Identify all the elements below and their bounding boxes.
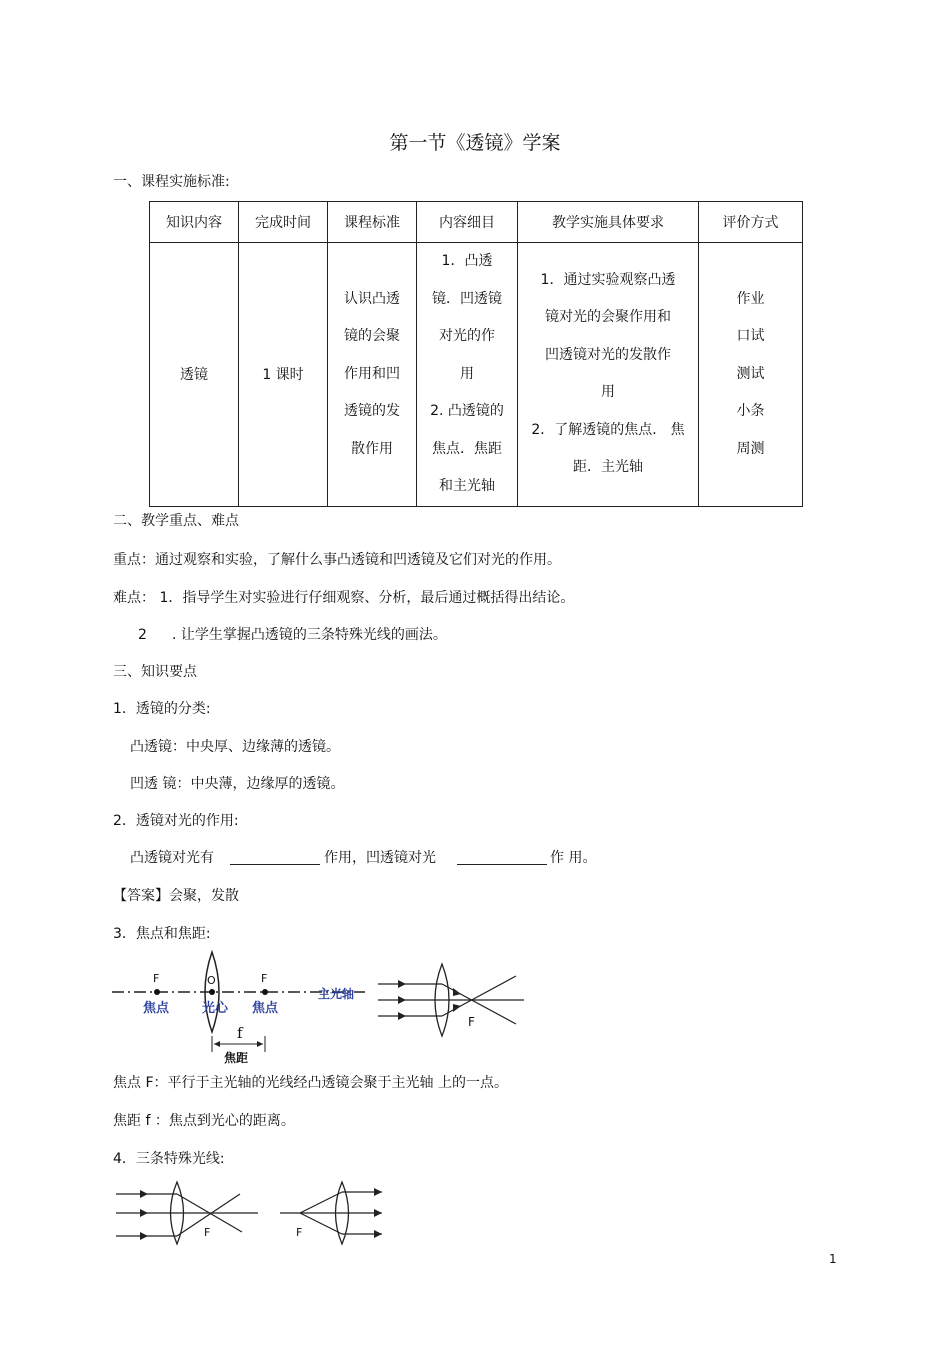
table-header-cell: 评价方式 xyxy=(699,202,803,243)
cell-line: 镜的会聚 xyxy=(344,328,400,344)
ray-arrowheads xyxy=(398,980,406,1020)
item-1-title: 1．透镜的分类: xyxy=(113,701,211,717)
fill-blank-text-a: 凸透镜对光有 xyxy=(130,850,214,866)
ray-arrowheads xyxy=(140,1190,148,1240)
cell-line: 镜．凹透镜 xyxy=(432,290,502,307)
diagram-2-F-label: F xyxy=(468,1015,475,1029)
cell-line: 散作用 xyxy=(351,440,393,457)
ray-arrowheads xyxy=(374,1188,382,1238)
cell-line: 凹透镜对光的发散作 xyxy=(545,346,671,363)
focus-definition: 焦点 F：平行于主光轴的光线经凸透镜会聚于主光轴 上的一点。 xyxy=(113,1075,508,1091)
focus-point-left xyxy=(154,989,160,995)
special-ray-diagram-2 xyxy=(278,1180,388,1246)
cell-line: 1．凸透 xyxy=(441,253,493,269)
cell-knowledge: 透镜 xyxy=(150,243,239,507)
page-number: 1 xyxy=(829,1252,837,1266)
focus-focal-length-diagram xyxy=(110,950,370,1068)
item-3-title: 3．焦点和焦距: xyxy=(113,926,211,942)
cell-line: 透镜的发 xyxy=(344,403,400,419)
cell-line: 对光的作 xyxy=(439,328,495,344)
diagram-4-F-label: F xyxy=(296,1226,303,1239)
cell-line: 用 xyxy=(601,384,615,401)
difficulty-number-2: 2 xyxy=(138,627,147,643)
page-title: 第一节《透镜》学案 xyxy=(389,132,561,154)
cell-line: 口试 xyxy=(736,328,765,344)
difficulty-text-1: 难点： 1．指导学生对实验进行仔细观察、分析，最后通过概括得出结论。 xyxy=(113,590,575,606)
optical-center-point xyxy=(209,989,215,995)
concave-definition: 凹透 镜：中央薄，边缘厚的透镜。 xyxy=(130,776,345,792)
f-symbol: f xyxy=(237,1024,243,1042)
cell-line: 镜对光的会聚作用和 xyxy=(545,309,671,326)
section-heading-1: 一、课程实施标准: xyxy=(113,174,230,190)
focal-length-label: 焦距 xyxy=(224,1051,249,1065)
cell-time: 1 课时 xyxy=(239,243,328,507)
curriculum-table xyxy=(149,201,803,507)
cell-line: 小条 xyxy=(736,403,765,419)
cell-evaluation xyxy=(699,243,803,507)
converging-rays-diagram xyxy=(376,960,528,1040)
answer-text: 【答案】会聚，发散 xyxy=(113,888,239,904)
cell-line: 距．主光轴 xyxy=(573,459,643,476)
focal-length-definition: 焦距 f ：焦点到光心的距离。 xyxy=(113,1113,295,1129)
focus-left-F-label: F xyxy=(153,972,160,985)
cell-line: 测试 xyxy=(736,365,765,382)
table-header-cell: 完成时间 xyxy=(239,202,328,243)
item-4-title: 4．三条特殊光线: xyxy=(113,1151,225,1167)
fill-blank-text-b: 作用，凹透镜对光 xyxy=(324,850,436,866)
table-header-cell: 课程标准 xyxy=(328,202,417,243)
table-header-cell: 内容细目 xyxy=(417,202,518,243)
special-ray-diagram-1 xyxy=(112,1180,262,1246)
optical-center-O-label: O xyxy=(207,974,216,987)
table-header-cell: 教学实施具体要求 xyxy=(518,202,699,243)
cell-line: 作用和凹 xyxy=(344,365,400,382)
section-heading-2: 二、教学重点、难点 xyxy=(113,513,239,529)
focus-point-right xyxy=(262,989,268,995)
main-axis-label: 主光轴 xyxy=(318,987,355,1001)
optical-center-label: 光心 xyxy=(202,1001,229,1016)
focus-left-label: 焦点 xyxy=(143,1001,170,1016)
cell-line: 1．通过实验观察凸透 xyxy=(540,271,676,288)
cell-line: 2. 凸透镜的 xyxy=(430,403,504,419)
table-header-row xyxy=(150,202,803,243)
blank-line-2 xyxy=(457,864,547,865)
table-header-cell: 知识内容 xyxy=(150,202,239,243)
cell-line: 周测 xyxy=(736,440,765,457)
focus-right-F-label: F xyxy=(261,972,268,985)
blank-line-1 xyxy=(230,864,320,865)
cell-details xyxy=(417,243,518,507)
cell-line: 焦点．焦距 xyxy=(432,440,502,457)
cell-line: 用 xyxy=(460,365,474,382)
cell-line: 作业 xyxy=(736,290,765,307)
cell-line: 认识凸透 xyxy=(344,290,400,307)
table-row xyxy=(150,243,803,507)
focus-right-label: 焦点 xyxy=(252,1001,279,1016)
item-2-title: 2．透镜对光的作用: xyxy=(113,813,239,829)
key-point-text: 重点：通过观察和实验，了解什么事凸透镜和凹透镜及它们对光的作用。 xyxy=(113,552,561,568)
fill-blank-text-c: 作 用。 xyxy=(550,850,597,866)
convex-definition: 凸透镜：中央厚、边缘薄的透镜。 xyxy=(130,739,340,755)
cell-line: 2．了解透镜的焦点． 焦 xyxy=(531,421,685,438)
cell-standard xyxy=(328,243,417,507)
cell-requirements xyxy=(518,243,699,507)
section-heading-3: 三、知识要点 xyxy=(113,664,197,680)
cell-line: 和主光轴 xyxy=(439,478,495,494)
difficulty-text-2: . 让学生掌握凸透镜的三条特殊光线的画法。 xyxy=(172,627,447,643)
diagram-3-F-label: F xyxy=(204,1226,211,1239)
